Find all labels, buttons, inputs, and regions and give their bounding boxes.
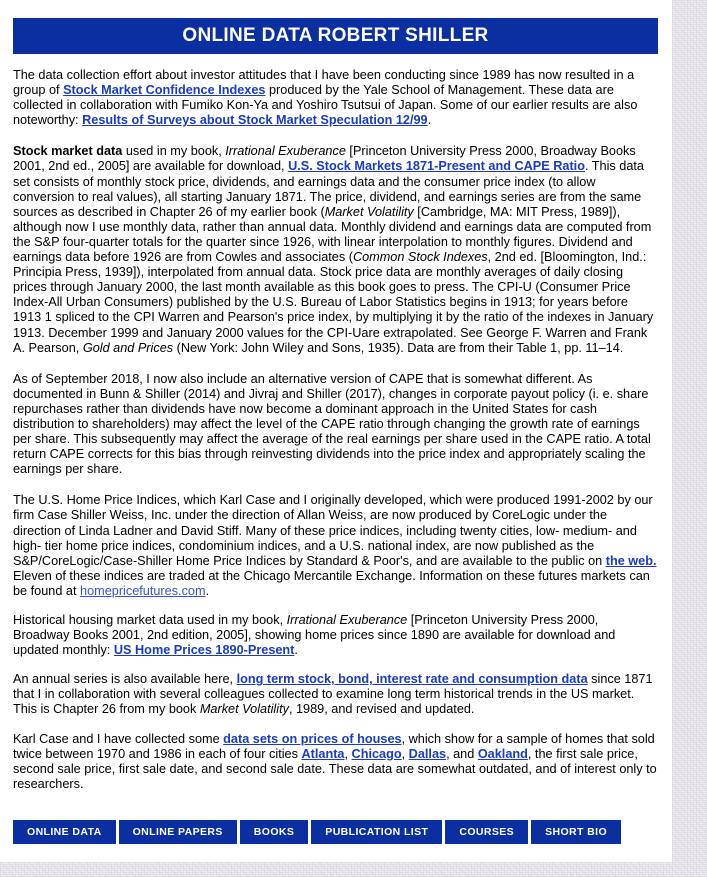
- book-title-irrational-exuberance: Irrational Exuberance: [286, 613, 408, 627]
- lead-in-stock-market-data: Stock market data: [13, 144, 123, 159]
- text: Historical housing market data used in my book,: [13, 613, 287, 627]
- paragraph-alternative-cape: [13, 372, 658, 478]
- nav-button-books[interactable]: BOOKS: [240, 820, 309, 844]
- text: As of September 2018, I now also include an alternative version of CAPE that is somewhat different. As documented in Bunn & Shiller (2014) and Jivraj and Shiller (2017), changes in corporate payout policy (i. e. share repurchases rather than dividends have now become a dominant approach in the United States for cash distribution to shareholders) may affect the level of the CAPE ratio through changing the growth rate of earnings per share. This subsequently may affect the average of the real earnings per share used in the CAPE ratio. A total return CAPE corrects for this bias through reinvesting dividends into the price index and appropriately scaling the earnings per share.: [13, 371, 651, 477]
- text: .: [205, 583, 210, 598]
- bottom-navigation-bar: [13, 820, 621, 844]
- link-us-stock-markets-cape-ratio[interactable]: U.S. Stock Markets 1871-Present and CAPE Ratio: [288, 159, 585, 174]
- spacer: [13, 356, 658, 372]
- spacer: [13, 477, 658, 493]
- link-homepricefutures-com[interactable]: homepricefutures.com: [80, 583, 206, 598]
- text: [Princeton University Press 2000, Broadway Books 2001, 2nd edition, 2005], showing home prices since 1890 are available for download and updated monthly:: [13, 613, 616, 658]
- text: [Cambridge, MA: MIT Press, 1989]), although now I use monthly data, rather than annual data. Monthly dividend and earnings data are computed from the S&P four-quarter totals for the quarter since 1926, with linear interpolation to monthly figures. Dividend and earnings data before 1926 are from Cowles and associates (: [13, 204, 652, 265]
- spacer: [13, 54, 658, 68]
- link-dallas[interactable]: Dallas: [408, 746, 447, 761]
- text: (New York: John Wiley and Sons, 1935). Data are from their Table 1, pp. 11–14.: [173, 340, 624, 355]
- link-data-sets-on-prices-of-houses[interactable]: data sets on prices of houses: [223, 731, 402, 746]
- book-title-market-volatility: Market Volatility: [324, 204, 414, 219]
- text: Karl Case and I have collected some: [13, 731, 224, 746]
- book-title-market-volatility: Market Volatility: [199, 702, 289, 717]
- link-us-home-prices-1890-present[interactable]: US Home Prices 1890-Present: [113, 643, 295, 658]
- link-results-of-surveys[interactable]: Results of Surveys about Stock Market Speculation 12/99: [82, 113, 428, 128]
- paragraph-historical-housing: [13, 613, 658, 658]
- text: since 1871 that I in collaboration with several colleagues collected to examine long term historical trends in the US market. This is Chapter 26 from my book: [13, 672, 653, 717]
- text: used in my book,: [122, 144, 226, 159]
- nav-button-online-data[interactable]: ONLINE DATA: [13, 820, 116, 844]
- paragraph-annual-series: [13, 672, 658, 717]
- book-title-gold-and-prices: Gold and Prices: [82, 340, 174, 355]
- nav-button-short-bio[interactable]: SHORT BIO: [531, 820, 621, 844]
- page-title-banner: ONLINE DATA ROBERT SHILLER: [13, 18, 658, 54]
- spacer: [13, 128, 658, 144]
- text: , 1989, and revised and updated.: [288, 702, 475, 717]
- paragraph-confidence-indexes: [13, 68, 658, 128]
- text: . This data set consists of monthly stock price, dividends, and earnings data and the consumer price index (to allow conversion to real values), all starting January 1871. The price, dividend, and earnings series are from the same sources as described in Chapter 26 of my earlier book (: [13, 159, 644, 219]
- text: , which show for a sample of homes that sold twice between 1970 and 1986 in each of four cities: [13, 731, 655, 761]
- text: produced by the Yale School of Management. These data are collected in collaboration with Fumiko Kon-Ya and Yoshiro Tsutsui of Japan. Some of our earlier results are also noteworthy:: [13, 83, 638, 128]
- link-chicago[interactable]: Chicago: [351, 746, 402, 761]
- text: Eleven of these indices are traded at the Chicago Mercantile Exchange. Information on these futures markets can be found at: [13, 568, 650, 598]
- text: [Princeton University Press 2000, Broadway Books 2001, 2nd ed., 2005] are available for download,: [13, 144, 636, 174]
- link-stock-market-confidence-indexes[interactable]: Stock Market Confidence Indexes: [63, 83, 266, 98]
- spacer: [13, 599, 658, 613]
- nav-button-online-papers[interactable]: ONLINE PAPERS: [119, 820, 237, 844]
- text: , the first sale price, second sale price, first sale date, and second sale date. These data are somewhat outdated, and of interest only to researchers.: [13, 746, 657, 791]
- text: .: [294, 643, 298, 658]
- link-the-web[interactable]: the web.: [605, 553, 657, 568]
- text: An annual series is also available here,: [13, 672, 237, 687]
- text: , and: [446, 746, 478, 761]
- text: The data collection effort about investor attitudes that I have been conducting since 1989 has now resulted in a group of: [13, 68, 635, 98]
- text: ,: [344, 746, 352, 761]
- paragraph-home-price-indices: [13, 493, 658, 599]
- book-title-common-stock-indexes: Common Stock Indexes: [352, 250, 488, 265]
- book-title-irrational-exuberance: Irrational Exuberance: [225, 144, 346, 159]
- spacer: [13, 658, 658, 672]
- text: .: [427, 113, 432, 128]
- paragraph-house-price-data-sets: [13, 732, 658, 792]
- link-oakland[interactable]: Oakland: [477, 746, 528, 761]
- nav-button-publication-list[interactable]: PUBLICATION LIST: [311, 820, 442, 844]
- spacer: [13, 718, 658, 732]
- text: The U.S. Home Price Indices, which Karl Case and I originally developed, which were produced 1991-2002 by our firm Case Shiller Weiss, Inc. under the direction of Allan Weiss, are now produced by CoreLogic under the direction of Linda Ladner and David Stiff. Many of these price indices, including twenty cities, low- medium- and high- tier home price indices, condominium indices, and a U.S. national index, are now published as the S&P/CoreLogic/Case-Shiller Home Price Indices by Standard & Poor's, and are available to the public on: [13, 493, 653, 568]
- text: ,: [401, 746, 409, 761]
- text: , 2nd ed. [Bloomington, Ind.: Principia Press, 1939]), interpolated from annual data. Stock price data are monthly averages of daily closing prices through January 2000, the last month available as this book goes to press. The CPI-U (Consumer Price Index-All Urban Consumers) published by the U.S. Bureau of Labor Statistics begins in 1913; for years before 1913 1 spliced to the CPI Warren and Pearson's price index, by multiplying it by the ratio of the indexes in January 1913. December 1999 and January 2000 values for the CPI-Uare extrapolated. See George F. Warren and Frank A. Pearson,: [13, 250, 654, 355]
- nav-button-courses[interactable]: COURSES: [445, 820, 528, 844]
- link-long-term-stock-bond-data[interactable]: long term stock, bond, interest rate and consumption data: [236, 672, 588, 687]
- paragraph-stock-market-data: [13, 144, 658, 355]
- link-atlanta[interactable]: Atlanta: [301, 746, 345, 761]
